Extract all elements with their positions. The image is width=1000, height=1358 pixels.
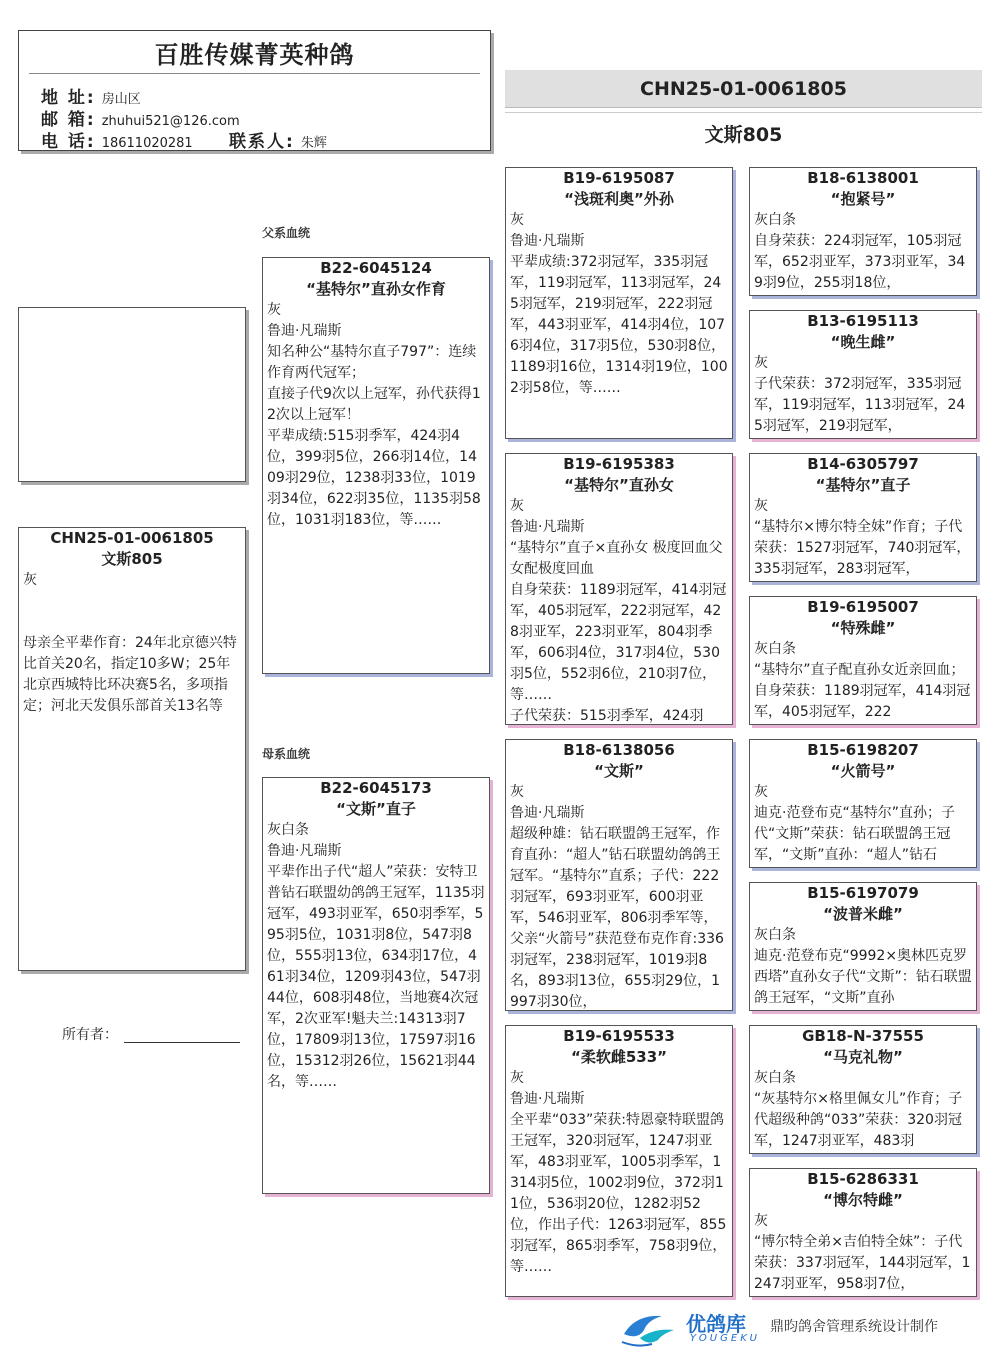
gp2-ring: B19-6195383 (563, 455, 675, 473)
ggp8-name: “博尔特雌” (823, 1191, 903, 1209)
ggp1-ring: B18-6138001 (807, 169, 919, 187)
ggp5-details: 迪克·范登布克“基特尔”直孙；子代“文斯”荣获：钻石联盟鸽王冠军，“文斯”直孙：“超人”钻石 (754, 805, 955, 863)
footer-brand-name: 优鸽库 (686, 1312, 746, 1336)
gp3-details: 鲁迪·凡瑞斯 超级种雄：钻石联盟鸽王冠军，作育直孙：“超人”钻石联盟幼鸽鸽王冠军。“基特尔”直系；子代：222羽冠军，693羽亚军，600羽亚军，546羽亚军，806羽季军等，父亲“火箭号”获范登布克作育:336羽冠军，238羽冠军，1019羽8名，893羽13位，655羽29位，1997羽30位， (510, 805, 724, 1010)
ggp2-name: “晚生雌” (830, 333, 896, 351)
dam-details: 鲁迪·凡瑞斯 平辈作出子代“超人”荣获：安特卫普钻石联盟幼鸽鸽王冠军，1135羽冠军，493羽亚军，650羽季军，595羽5位，1031羽8位，547羽8位，555羽13位，634羽17位，461羽34位，1209羽43位，547羽44位，608羽48位，当地赛4次冠军，2次亚军!魁夫兰:14313羽7位，17809羽13位，17597羽16位，15312羽26位，15621羽44名，等…… (267, 843, 485, 1090)
ggp7-ring: GB18-N-37555 (802, 1027, 924, 1045)
grandsire-maternal-card (505, 739, 733, 1011)
footer-credit: 鼎昀鸽舍管理系统设计制作 (770, 1319, 938, 1335)
gp4-ring: B19-6195533 (563, 1027, 675, 1045)
loft-header (18, 30, 491, 151)
gp4-name: “柔软雌533” (570, 1048, 668, 1066)
ggp-card-3 (749, 453, 977, 582)
owner-field (62, 1024, 240, 1044)
ggp6-name: “波普米雌” (823, 905, 903, 923)
sire-ring: B22-6045124 (320, 259, 432, 277)
subject-card (18, 527, 246, 971)
header-divider (29, 73, 480, 74)
ggp-card-2 (749, 310, 977, 439)
contact-row (229, 127, 327, 152)
sire-details: 鲁迪·凡瑞斯 知名种公“基特尔直子797”：连续作育两代冠军； 直接子代9次以上冠军，孙代获得12次以上冠军！ 平辈成绩:515羽季军，424羽4位，399羽5位，266羽14位，1409羽29位，1238羽33位，1019羽34位，622羽35位，1135羽58位，1031羽183位，等…… (267, 323, 481, 528)
gp2-color: 灰 (510, 498, 524, 514)
pigeon-photo-frame (18, 307, 246, 482)
sire-card (262, 257, 490, 674)
phone-value: 18611020281 (101, 136, 193, 151)
address-label: 地 址: (41, 88, 96, 108)
ggp3-details: “基特尔×博尔特全妹”作育；子代荣获：1527羽冠军，740羽冠军，335羽冠军，283羽冠军， (754, 519, 971, 577)
ggp5-ring: B15-6198207 (807, 741, 919, 759)
phone-label: 电 话: (41, 132, 96, 152)
ggp7-details: “灰基特尔×格里佩女儿”作育；子代超级种鸽“033”荣获：320羽冠军，1247羽亚军，483羽 (754, 1091, 963, 1149)
sire-name: “基特尔”直孙女作育 (306, 280, 446, 298)
ggp1-name: “抱紧号” (830, 190, 896, 208)
ggp1-color: 灰白条 (754, 212, 796, 228)
ggp1-details: 自身荣获：224羽冠军，105羽冠军，652羽亚军，373羽亚军，349羽9位，255羽18位， (754, 233, 966, 291)
ggp8-ring: B15-6286331 (807, 1170, 919, 1188)
subject-name-banner: 文斯805 (704, 124, 783, 146)
dam-color: 灰白条 (267, 822, 309, 838)
gp2-name: “基特尔”直孙女 (564, 476, 674, 494)
ggp-card-5 (749, 739, 977, 868)
subject-color: 灰 (23, 572, 37, 588)
ggp8-color: 灰 (754, 1213, 768, 1229)
grandsire-paternal-card (505, 167, 733, 439)
dam-line-label: 母系血统 (262, 747, 311, 761)
subject-notes: 母亲全平辈作育：24年北京德兴特比首关20名，指定10多W；25年北京西城特比环决赛5名，多项指定；河北天发俱乐部首关13名等 (23, 635, 237, 714)
ggp-card-4 (749, 596, 977, 725)
sire-line-label: 父系血统 (262, 226, 311, 240)
gp1-name: “浅斑利奥”外孙 (564, 190, 674, 208)
subject-ring: CHN25-01-0061805 (50, 529, 214, 547)
ggp5-color: 灰 (754, 784, 768, 800)
phone-row (41, 127, 193, 152)
ggp7-name: “马克礼物” (823, 1048, 903, 1066)
granddam-maternal-card (505, 1025, 733, 1297)
gp1-color: 灰 (510, 212, 524, 228)
dam-card (262, 777, 490, 1194)
gp3-name: “文斯” (594, 762, 644, 780)
gp3-ring: B18-6138056 (563, 741, 675, 759)
ggp3-ring: B14-6305797 (807, 455, 919, 473)
ggp6-details: 迪克·范登布克“9992×奥林匹克罗西塔”直孙女子代“文斯”：钻石联盟鸽王冠军，“文斯”直孙 (754, 948, 972, 1006)
ggp4-name: “特殊雌” (830, 619, 896, 637)
footer-branding (618, 1306, 978, 1350)
ggp6-color: 灰白条 (754, 927, 796, 943)
dam-ring: B22-6045173 (320, 779, 432, 797)
ggp2-color: 灰 (754, 355, 768, 371)
ggp6-ring: B15-6197079 (807, 884, 919, 902)
ggp-card-6 (749, 882, 977, 1011)
subject-name: 文斯805 (101, 550, 163, 568)
gp4-color: 灰 (510, 1070, 524, 1086)
ggp3-name: “基特尔”直子 (815, 476, 911, 494)
ggp-card-8 (749, 1168, 977, 1297)
loft-title: 百胜传媒菁英种鸽 (154, 41, 355, 69)
email-label: 邮 箱: (41, 110, 96, 130)
yougeku-logo-icon (618, 1308, 680, 1348)
owner-label: 所有者： (62, 1027, 118, 1043)
ggp3-color: 灰 (754, 498, 768, 514)
banner-divider (505, 112, 982, 113)
granddam-paternal-card (505, 453, 733, 725)
gp3-color: 灰 (510, 784, 524, 800)
gp1-ring: B19-6195087 (563, 169, 675, 187)
owner-signature-line (124, 1028, 240, 1043)
email-value: zhuhui521@126.com (101, 114, 240, 129)
sire-color: 灰 (267, 302, 281, 318)
gp1-details: 鲁迪·凡瑞斯 平辈成绩:372羽冠军，335羽冠军，119羽冠军，113羽冠军，245羽冠军，219羽冠军，222羽冠军，443羽亚军，414羽4位，1076羽4位，317羽5位，530羽8位，1189羽16位，1314羽19位，1002羽58位，等…… (510, 233, 728, 396)
ggp8-details: “博尔特全弟×吉伯特全妹”：子代荣获：337羽冠军，144羽冠军，1247羽亚军，958羽7位， (754, 1234, 971, 1292)
contact-value: 朱辉 (300, 136, 327, 151)
gp4-details: 鲁迪·凡瑞斯 全平辈“033”荣获:特恩豪特联盟鸽王冠军，320羽冠军，1247羽亚军，483羽亚军，1005羽季军，1314羽5位，1002羽9位，372羽11位，536羽20位，1282羽52位，作出子代：1263羽冠军，855羽冠军，865羽季军，758羽9位，等…… (510, 1091, 727, 1275)
ggp4-ring: B19-6195007 (807, 598, 919, 616)
ggp7-color: 灰白条 (754, 1070, 796, 1086)
ggp2-ring: B13-6195113 (807, 312, 919, 330)
ggp4-details: “基特尔”直子配直孙女近亲回血；自身荣获：1189羽冠军，414羽冠军，405羽冠军，222 (754, 662, 971, 720)
address-value: 房山区 (101, 92, 141, 107)
dam-name: “文斯”直子 (336, 800, 416, 818)
subject-ring-banner: CHN25-01-0061805 (505, 70, 982, 108)
footer-brand-en: YOUGEKU (690, 1333, 760, 1344)
ggp-card-1 (749, 167, 977, 296)
contact-label: 联系人: (229, 132, 295, 152)
gp2-details: 鲁迪·凡瑞斯 “基特尔”直子×直孙女 极度回血父女配极度回血 自身荣获：1189羽冠军，414羽冠军，405羽冠军，222羽冠军，428羽亚军，223羽亚军，804羽季军，606羽4位，317羽4位，530羽5位，552羽6位，210羽7位，等…… 子代荣获：515羽季军，424羽 (510, 519, 727, 724)
ggp5-name: “火箭号” (830, 762, 896, 780)
ggp2-details: 子代荣获：372羽冠军，335羽冠军，119羽冠军，113羽冠军，245羽冠军，219羽冠军， (754, 376, 966, 434)
ggp4-color: 灰白条 (754, 641, 796, 657)
ggp-card-7 (749, 1025, 977, 1154)
